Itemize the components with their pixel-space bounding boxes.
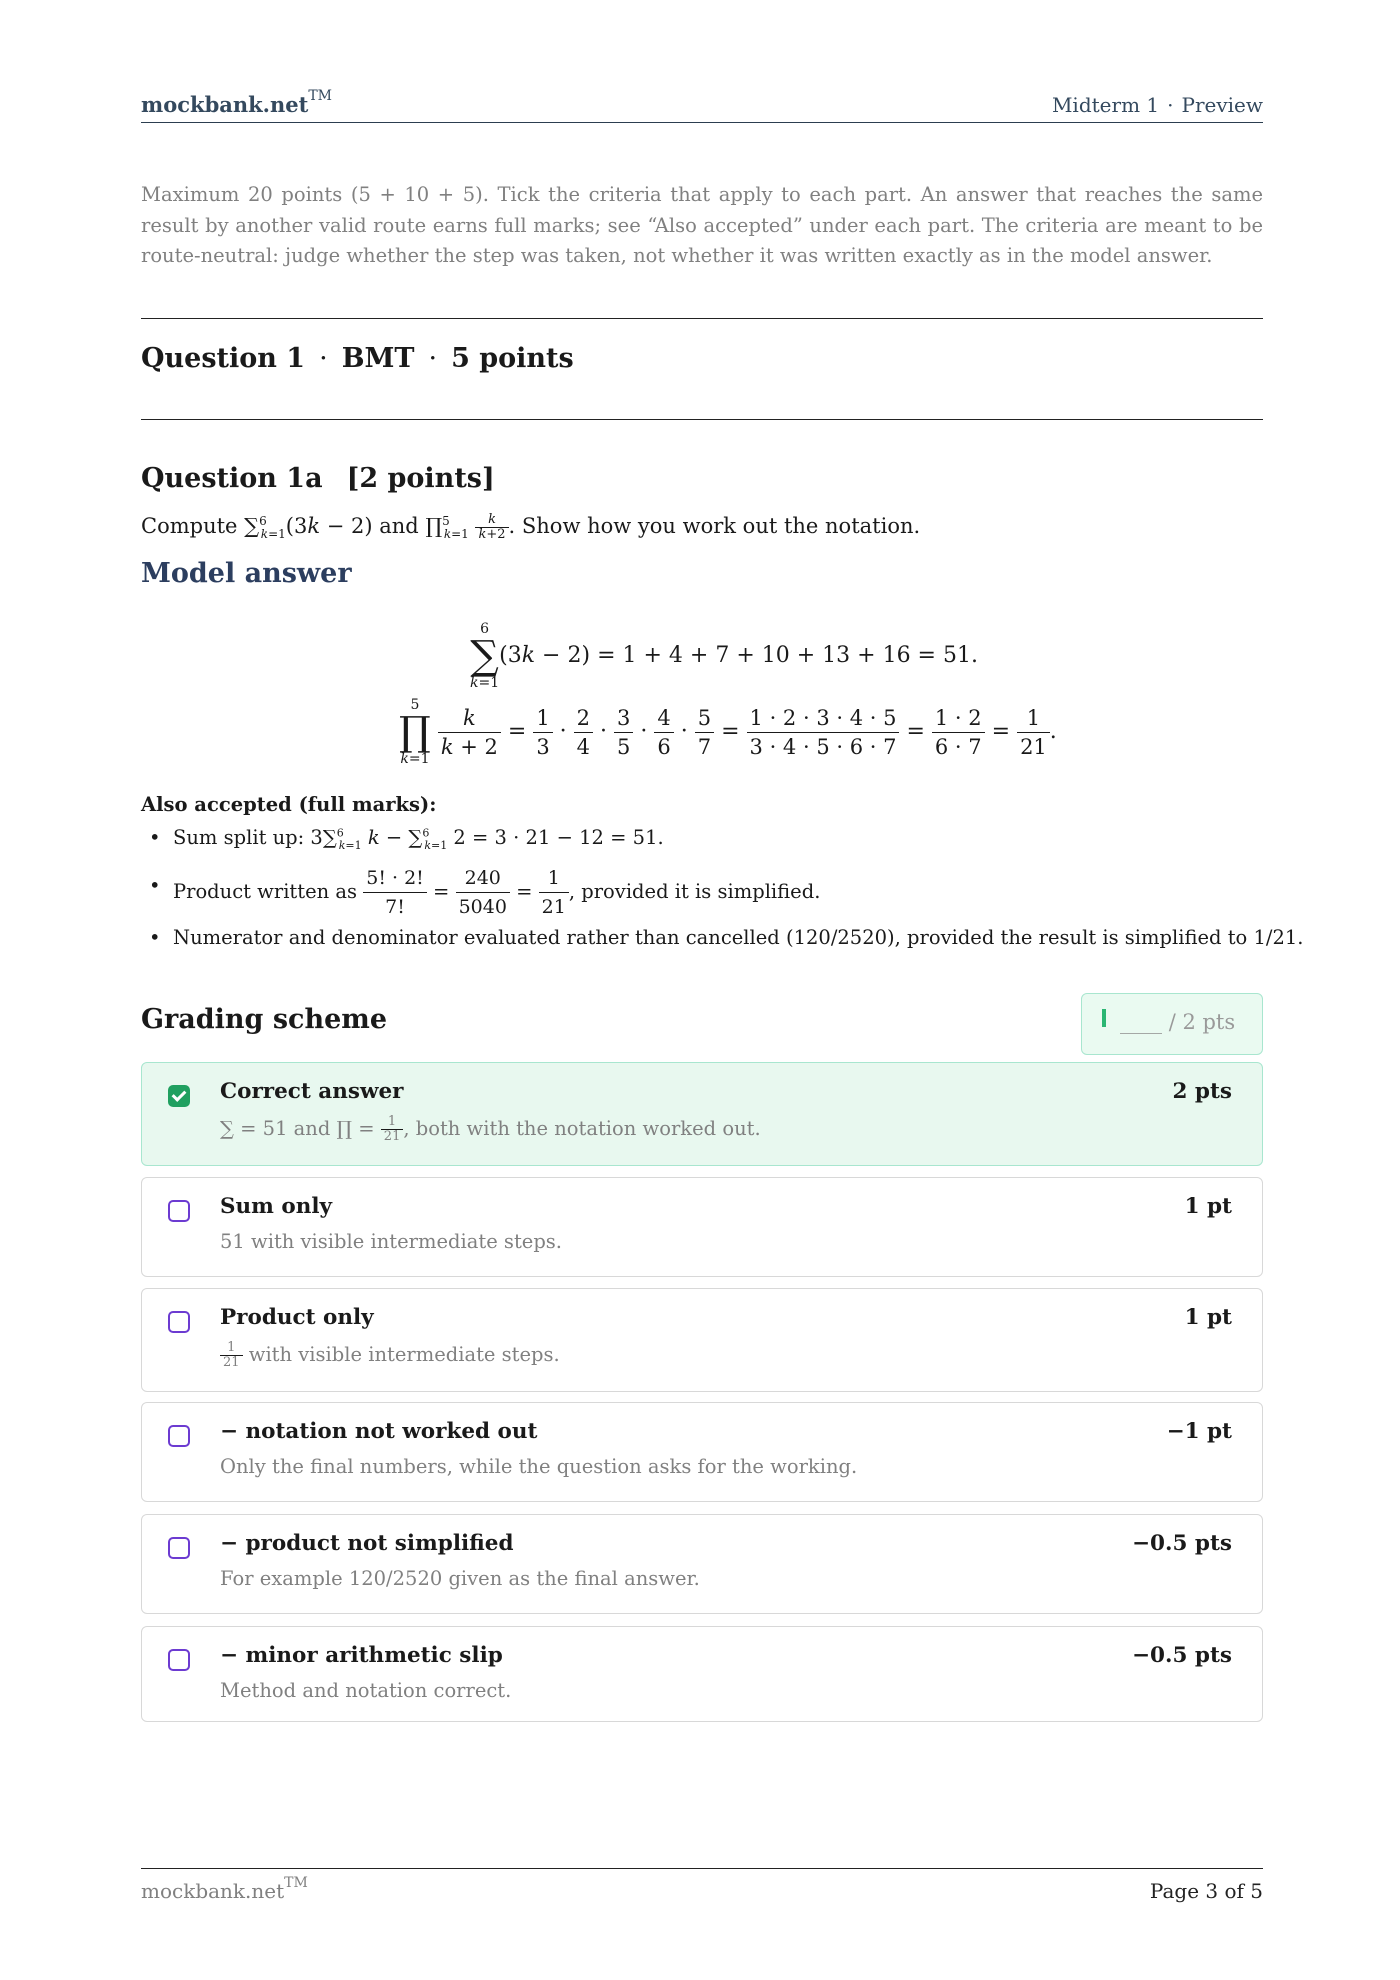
header-meta xyxy=(1052,93,1263,117)
page: mockbank.net™ Midterm 1 · Preview Maximum 20 points (5 + 10 + 5). Tick the criteria that apply to each part. An answer that reaches the same result by another valid route earns full marks; see “Also accepted” under each part. The criteria are meant to be route-neutral: judge whether the step was taken, not whether it was written exactly as in the model answer. Question 1 · BMT · 5 points Question 1a [2 points] Compute ∑$^6_{k=1}$(3k − 2) and ∏$^5_{k=1}$ $\frac{k}{k+2}$ . Show how you work out the notation. Model answer 6 ∑ k=1 (3k − 2) = 1 + 4 + 7 + 10 + 13 + 16 = 51. 5 ∏ k=1 $\frac{k}{k + 2}$ = $\frac{1}{3}$ · $\frac{2}{4}$ · $\frac{3}{5}$ · $\frac{4}{6}$ · $\frac{5}{7}$ = $\frac{1 \cdot 2 \cdot 3 \cdot 4 \cdot 5}{3 \cdot 4 \cdot 5 \cdot 6 \cdot 7}$ = $\frac{1 \cdot 2}{6 \cdot 7}$ = $\frac{1}{21}$ . Also accepted (full marks): • Sum split up: 3∑$^6_{k=1}$ k − ∑$^6_{k=1}$ 2 = 3 · 21 − 12 = 51. • Product written as $\frac{5! \cdot 2!}{7!}$ = $\frac{240}{5040}$ = $\frac{1}{21}$ , provided it is simplified. • Numerator and denominator evaluated rather than cancelled (120/2520), provided the result is simplified to 1/21. Grading scheme ____ / 2 pts Correct answer 2 pts ∑ = 51 and ∏ = $\frac{1}{21}$ , both with the notation worked out. Sum only 1 pt 51 with visible intermediate steps. Product only 1 pt $\frac{1}{21}$ with visible intermediate steps. − notation not worked out −1 pt Only the final numbers, while the question asks for the working. − product not simplified −0.5 pts For example 120/2520 given as the final answer. − minor arithmetic slip −0.5 pts Method and notation correct. mockbank.net™ Page 3 of 5 xyxy=(141,88,1304,1903)
page-number: Page 3 of 5 xyxy=(1149,1879,1263,1903)
bullet: • xyxy=(149,826,161,849)
brand-logo xyxy=(141,88,333,117)
subquestion-points: [2 points] xyxy=(346,463,495,494)
score-value xyxy=(1120,1010,1235,1034)
question-label: Question 1 xyxy=(141,343,306,374)
separator-dot: · xyxy=(1167,93,1174,117)
sum-notation: ∑$^6_{k=1}$(3k − 2) xyxy=(244,514,373,542)
score-input[interactable] xyxy=(1081,993,1263,1055)
sum-result: = 1 + 4 + 7 + 10 + 13 + 16 = 51. xyxy=(597,643,978,668)
prompt-text: . Show how you work out the notation. xyxy=(508,514,921,538)
trademark: TM xyxy=(284,1875,308,1891)
product-notation: ∏$^5_{k=1}$ $\frac{k}{k+2}$ xyxy=(425,514,508,538)
product-result: . xyxy=(1049,719,1057,744)
checkbox[interactable] xyxy=(168,1649,190,1671)
criterion-points: 1 pt xyxy=(1184,1194,1232,1219)
question-title xyxy=(141,343,574,374)
criterion-label: − product not simplified xyxy=(220,1531,514,1556)
score-max: / 2 pts xyxy=(1168,1010,1236,1034)
intro-text: Maximum 20 points (5 + 10 + 5). Tick the criteria that apply to each part. An answer that reaches the same result by another valid route earns full marks; see “Also accepted” under each part. The criteria are meant to be route-neutral: judge whether the step was taken, not whether it was written exactly as in the model answer. xyxy=(141,183,1263,267)
checkbox-checked[interactable] xyxy=(168,1085,190,1107)
criterion-desc: $\frac{1}{21}$ with visible intermediate steps. xyxy=(220,1341,560,1370)
page-header xyxy=(141,88,1263,123)
score-blank: ____ xyxy=(1120,1010,1162,1034)
criterion-label: Product only xyxy=(220,1305,374,1330)
checkbox[interactable] xyxy=(168,1311,190,1333)
separator-dot: · xyxy=(428,343,438,374)
criterion-correct-answer[interactable] xyxy=(141,1062,1263,1166)
also-accepted-title: Also accepted (full marks): xyxy=(141,793,437,816)
trademark: TM xyxy=(308,88,333,104)
text-cursor xyxy=(1102,1009,1106,1027)
subquestion-label: Question 1a xyxy=(141,463,323,494)
criterion-label: Correct answer xyxy=(220,1079,404,1104)
subquestion-title xyxy=(141,463,495,494)
question-prompt xyxy=(141,513,920,542)
criterion-desc: ∑ = 51 and ∏ = $\frac{1}{21}$ , both with the notation worked out. xyxy=(220,1114,761,1144)
criterion-product-only[interactable] xyxy=(141,1288,1263,1392)
prompt-text: Compute xyxy=(141,514,238,538)
criterion-points: −0.5 pts xyxy=(1132,1643,1232,1668)
criterion-points: −0.5 pts xyxy=(1132,1531,1232,1556)
grading-title: Grading scheme xyxy=(141,1004,388,1035)
prompt-text: and xyxy=(379,514,419,538)
criterion-desc-text: , both with the notation worked out. xyxy=(403,1117,761,1140)
question-points: 5 points xyxy=(451,343,574,374)
checkbox[interactable] xyxy=(168,1200,190,1222)
criterion-desc: Only the final numbers, while the question asks for the working. xyxy=(220,1455,858,1478)
criterion-label: − notation not worked out xyxy=(220,1419,538,1444)
criterion-minor-arithmetic-slip[interactable] xyxy=(141,1626,1263,1722)
criterion-sum-only[interactable] xyxy=(141,1177,1263,1277)
bullet: • xyxy=(149,926,161,949)
item-text: Numerator and denominator evaluated rather than cancelled (120/2520), provided the result is simplified to 1/21. xyxy=(173,926,1304,949)
footer-brand-name: mockbank.net xyxy=(141,1879,285,1903)
criterion-product-not-simplified[interactable] xyxy=(141,1514,1263,1614)
criterion-points: 2 pts xyxy=(1172,1079,1232,1104)
criterion-label: Sum only xyxy=(220,1194,333,1219)
mode-label: Preview xyxy=(1181,93,1263,117)
divider xyxy=(141,318,1263,319)
product-display: 5 ∏ k=1 $\frac{k}{k + 2}$ = $\frac{1}{3}$ · $\frac{2}{4}$ · $\frac{3}{5}$ · $\frac{4}{6}$ · $\frac{5}{7}$ = $\frac{1 \cdot 2 \cdot 3 \cdot 4 \cdot 5}{3 \cdot 4 \cdot 5 \cdot 6 \cdot 7}$ = $\frac{1 \cdot 2}{6 \cdot 7}$ = $\frac{1}{21}$ . xyxy=(399,697,1057,767)
criterion-label: − minor arithmetic slip xyxy=(220,1643,503,1668)
item-text: , provided it is simplified. xyxy=(568,880,821,903)
model-answer-title: Model answer xyxy=(141,558,352,589)
criterion-desc: For example 120/2520 given as the final answer. xyxy=(220,1567,700,1590)
item-text: Sum split up: xyxy=(173,826,305,849)
bullet: • xyxy=(149,874,161,897)
footer-brand xyxy=(141,1875,308,1903)
separator-dot: · xyxy=(319,343,328,374)
item-text: Product written as xyxy=(173,880,358,903)
page-footer xyxy=(141,1868,1263,1903)
checkbox[interactable] xyxy=(168,1537,190,1559)
criterion-points: −1 pt xyxy=(1166,1419,1232,1444)
sum-symbol: 6 ∑ k=1 xyxy=(470,621,500,691)
criterion-points: 1 pt xyxy=(1184,1305,1232,1330)
brand-name: mockbank.net xyxy=(141,92,309,117)
criterion-desc: 51 with visible intermediate steps. xyxy=(220,1230,563,1253)
criterion-desc: Method and notation correct. xyxy=(220,1679,512,1702)
criterion-desc-text: with visible intermediate steps. xyxy=(248,1343,560,1366)
product-symbol: 5 ∏ k=1 xyxy=(399,697,431,767)
divider xyxy=(141,419,1263,420)
sum-display: 6 ∑ k=1 (3k − 2) = 1 + 4 + 7 + 10 + 13 + 16 = 51. xyxy=(470,621,978,691)
criterion-notation-not-worked-out[interactable] xyxy=(141,1402,1263,1502)
exam-name: Midterm 1 xyxy=(1051,93,1160,117)
question-topic: BMT xyxy=(341,343,415,374)
checkbox[interactable] xyxy=(168,1425,190,1447)
